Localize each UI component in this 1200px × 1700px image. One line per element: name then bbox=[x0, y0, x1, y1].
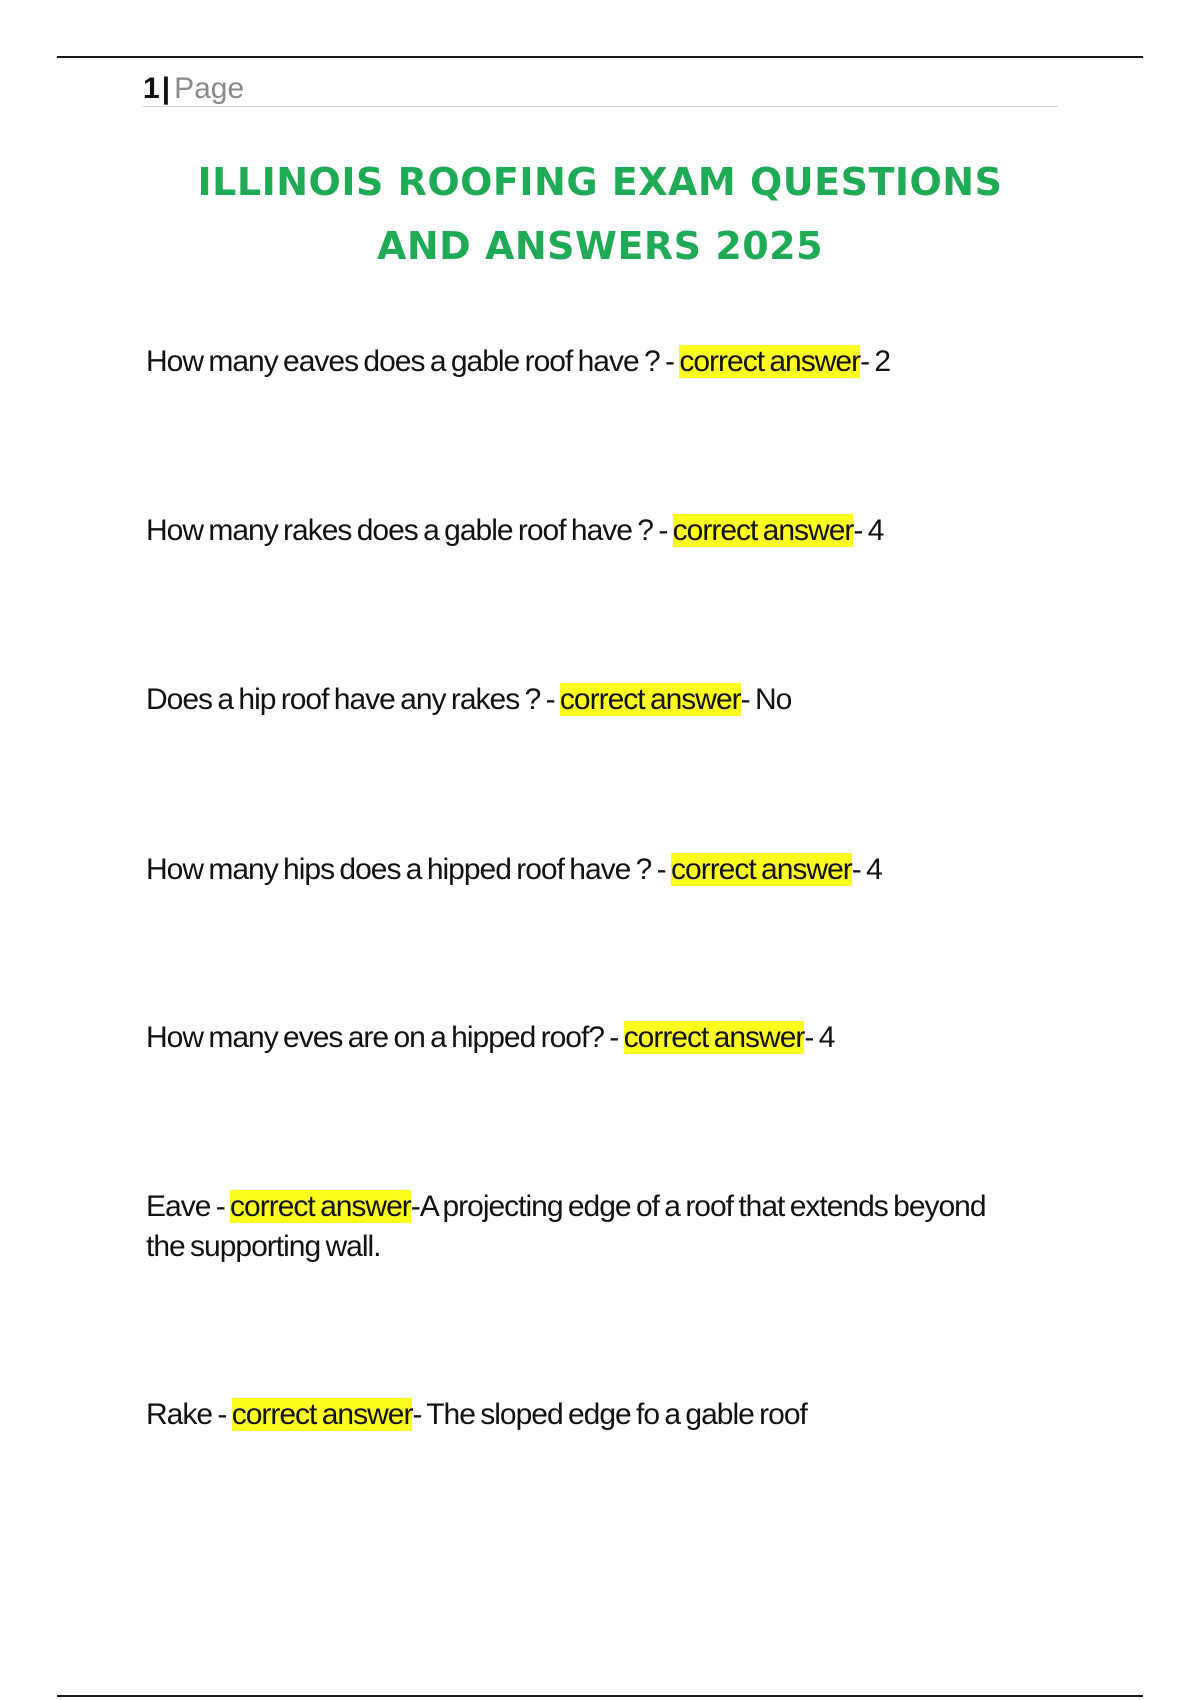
document-title-line-2: AND ANSWERS 2025 bbox=[376, 224, 824, 268]
page-top-rule bbox=[57, 56, 1143, 58]
answer-text: -A projecting edge of a roof that extends beyond the supporting wall. bbox=[146, 1190, 986, 1263]
answer-text: - The sloped edge fo a gable roof bbox=[412, 1398, 807, 1431]
correct-answer-marker: correct answer bbox=[230, 1190, 411, 1223]
page-header bbox=[143, 72, 1058, 107]
qa-item bbox=[146, 680, 1026, 720]
question-text: How many rakes does a gable roof have ? - bbox=[146, 514, 673, 547]
question-text: How many hips does a hipped roof have ? - bbox=[146, 853, 672, 886]
qa-item bbox=[146, 1395, 1026, 1435]
page-number-separator: | bbox=[161, 72, 171, 105]
page-label: Page bbox=[174, 72, 245, 105]
question-text: How many eves are on a hipped roof? - bbox=[146, 1021, 624, 1054]
qa-item bbox=[146, 1187, 1006, 1267]
question-text: Eave - bbox=[146, 1190, 231, 1223]
answer-text: - 4 bbox=[851, 853, 882, 886]
correct-answer-marker: correct answer bbox=[671, 853, 852, 886]
document-title bbox=[130, 150, 1070, 278]
correct-answer-marker: correct answer bbox=[679, 345, 861, 378]
correct-answer-marker: correct answer bbox=[231, 1398, 413, 1431]
question-text: Rake - bbox=[146, 1398, 232, 1431]
correct-answer-marker: correct answer bbox=[559, 683, 741, 716]
qa-item bbox=[146, 342, 1026, 382]
answer-text: - 4 bbox=[804, 1021, 835, 1054]
qa-item bbox=[146, 850, 1026, 890]
qa-item bbox=[146, 1018, 1026, 1058]
answer-text: - 4 bbox=[853, 514, 884, 547]
page-number: 1 bbox=[143, 72, 160, 105]
answer-text: - No bbox=[740, 683, 792, 716]
question-text: How many eaves does a gable roof have ? - bbox=[146, 345, 680, 378]
correct-answer-marker: correct answer bbox=[672, 514, 854, 547]
question-text: Does a hip roof have any rakes ? - bbox=[146, 683, 560, 716]
correct-answer-marker: correct answer bbox=[623, 1021, 805, 1054]
page-bottom-rule bbox=[57, 1695, 1143, 1697]
document-title-line-1: ILLINOIS ROOFING EXAM QUESTIONS bbox=[197, 160, 1003, 204]
answer-text: - 2 bbox=[860, 345, 891, 378]
qa-item bbox=[146, 511, 1026, 551]
